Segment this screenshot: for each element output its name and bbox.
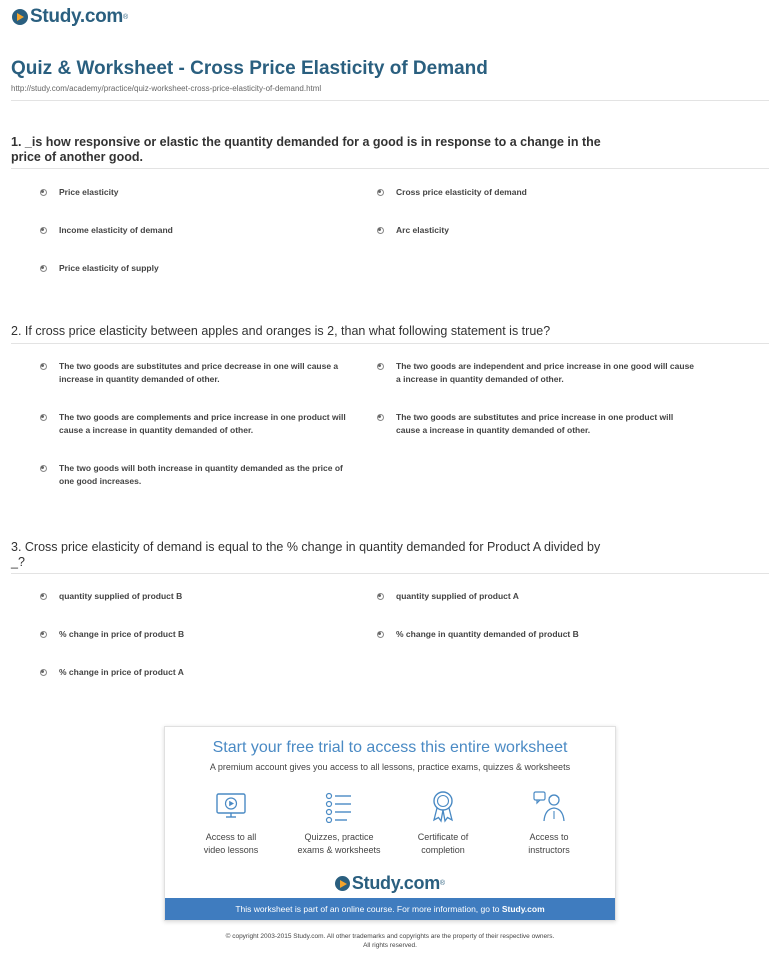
answer-label: The two goods are substitutes and price decrease in one will cause a increase in quantity demanded of other. [59,361,339,384]
answer-label: % change in quantity demanded of product B [396,629,579,639]
answer-option[interactable] [377,411,696,437]
divider [11,573,769,574]
brand-name: Study.com [351,873,440,893]
radio-icon[interactable] [40,631,47,638]
question-2-text: 2. If cross price elasticity between apples and oranges is 2, than what following statement is true? [11,324,551,338]
answer-label: Arc elasticity [396,225,449,235]
answer-option[interactable] [377,186,696,199]
page-url[interactable]: http://study.com/academy/practice/quiz-worksheet-cross-price-elasticity-of-demand.html [11,84,322,93]
radio-icon[interactable] [40,363,47,370]
feature-certificate [393,789,493,857]
answer-option[interactable] [377,628,696,641]
answer-label: The two goods will both increase in quantity demanded as the price of one good increases. [59,463,343,486]
brand-trademark: ® [439,880,446,887]
answer-label: % change in price of product A [59,667,184,677]
radio-icon[interactable] [40,265,47,272]
answer-option[interactable] [40,628,359,641]
copyright-line: © copyright 2003-2015 Study.com. All other trademarks and copyrights are the property of their respective owners. [225,933,555,940]
divider [11,100,769,101]
feature-label-line2: video lessons [203,845,259,855]
promo-study-logo[interactable] [165,873,615,894]
question-3-text: 3. Cross price elasticity of demand is equal to the % change in quantity demanded for Product A divided by _? [11,540,601,569]
brand-trademark: ® [123,13,129,21]
radio-icon[interactable] [40,465,47,472]
quiz-list-icon [322,789,356,823]
feature-label-line1: Certificate of [417,832,469,842]
video-lesson-icon [214,789,248,823]
radio-icon[interactable] [377,363,384,370]
play-logo-icon [12,9,28,25]
copyright-footer [0,932,780,950]
divider [11,343,769,344]
answer-option[interactable] [377,360,696,386]
study-logo[interactable] [12,6,128,28]
answer-option[interactable] [377,590,696,603]
radio-icon[interactable] [40,669,47,676]
radio-icon[interactable] [377,414,384,421]
answer-label: The two goods are independent and price increase in one good will cause a increase in quantity demanded of other. [396,361,695,384]
answer-label: Cross price elasticity of demand [396,187,527,197]
promo-headline[interactable]: Start your free trial to access this entire worksheet [212,739,568,756]
answer-option[interactable] [40,462,359,488]
promo-bar-link[interactable]: Study.com [501,904,545,914]
radio-icon[interactable] [40,227,47,234]
instructor-chat-icon [532,789,566,823]
answer-label: quantity supplied of product B [59,591,183,601]
answer-option[interactable] [40,360,359,386]
free-trial-promo [164,726,616,921]
answer-label: Income elasticity of demand [59,225,173,235]
radio-icon[interactable] [40,414,47,421]
answer-option[interactable] [40,262,359,275]
feature-label-line1: Access to all [205,832,257,842]
answer-label: The two goods are substitutes and price increase in one product will cause a increase in quantity demanded of other. [396,412,674,435]
radio-icon[interactable] [40,593,47,600]
radio-icon[interactable] [377,593,384,600]
answer-option[interactable] [40,224,359,237]
radio-icon[interactable] [377,189,384,196]
question-1-text: 1. _is how responsive or elastic the quantity demanded for a good is in response to a change in the price of another good. [11,135,601,164]
radio-icon[interactable] [377,227,384,234]
answer-option[interactable] [40,666,359,679]
page-title: Quiz & Worksheet - Cross Price Elasticity of Demand [11,58,488,79]
brand-name: Study.com [30,6,124,27]
answer-label: Price elasticity [59,187,119,197]
promo-bar-text: This worksheet is part of an online course. For more information, go to [235,904,500,914]
feature-quizzes [289,789,389,857]
radio-icon[interactable] [377,631,384,638]
divider [11,168,769,169]
answer-option[interactable] [40,186,359,199]
answer-option[interactable] [377,224,696,237]
play-logo-icon [335,876,350,891]
answer-label: The two goods are complements and price increase in one product will cause a increase in quantity demanded of other. [59,412,346,435]
rights-line: All rights reserved. [363,942,417,949]
certificate-ribbon-icon [426,789,460,823]
feature-label-line2: exams & worksheets [297,845,381,855]
feature-instructors [499,789,599,857]
feature-video-lessons [181,789,281,857]
promo-subhead: A premium account gives you access to all lessons, practice exams, quizzes & worksheets [209,762,571,772]
promo-info-bar [165,898,615,920]
answer-label: quantity supplied of product A [396,591,519,601]
answer-label: % change in price of product B [59,629,185,639]
answer-option[interactable] [40,590,359,603]
feature-label-line2: instructors [528,845,570,855]
feature-label-line1: Access to [529,832,569,842]
answer-label: Price elasticity of supply [59,263,159,273]
feature-label-line2: completion [421,845,465,855]
radio-icon[interactable] [40,189,47,196]
feature-label-line1: Quizzes, practice [304,832,374,842]
answer-option[interactable] [40,411,359,437]
